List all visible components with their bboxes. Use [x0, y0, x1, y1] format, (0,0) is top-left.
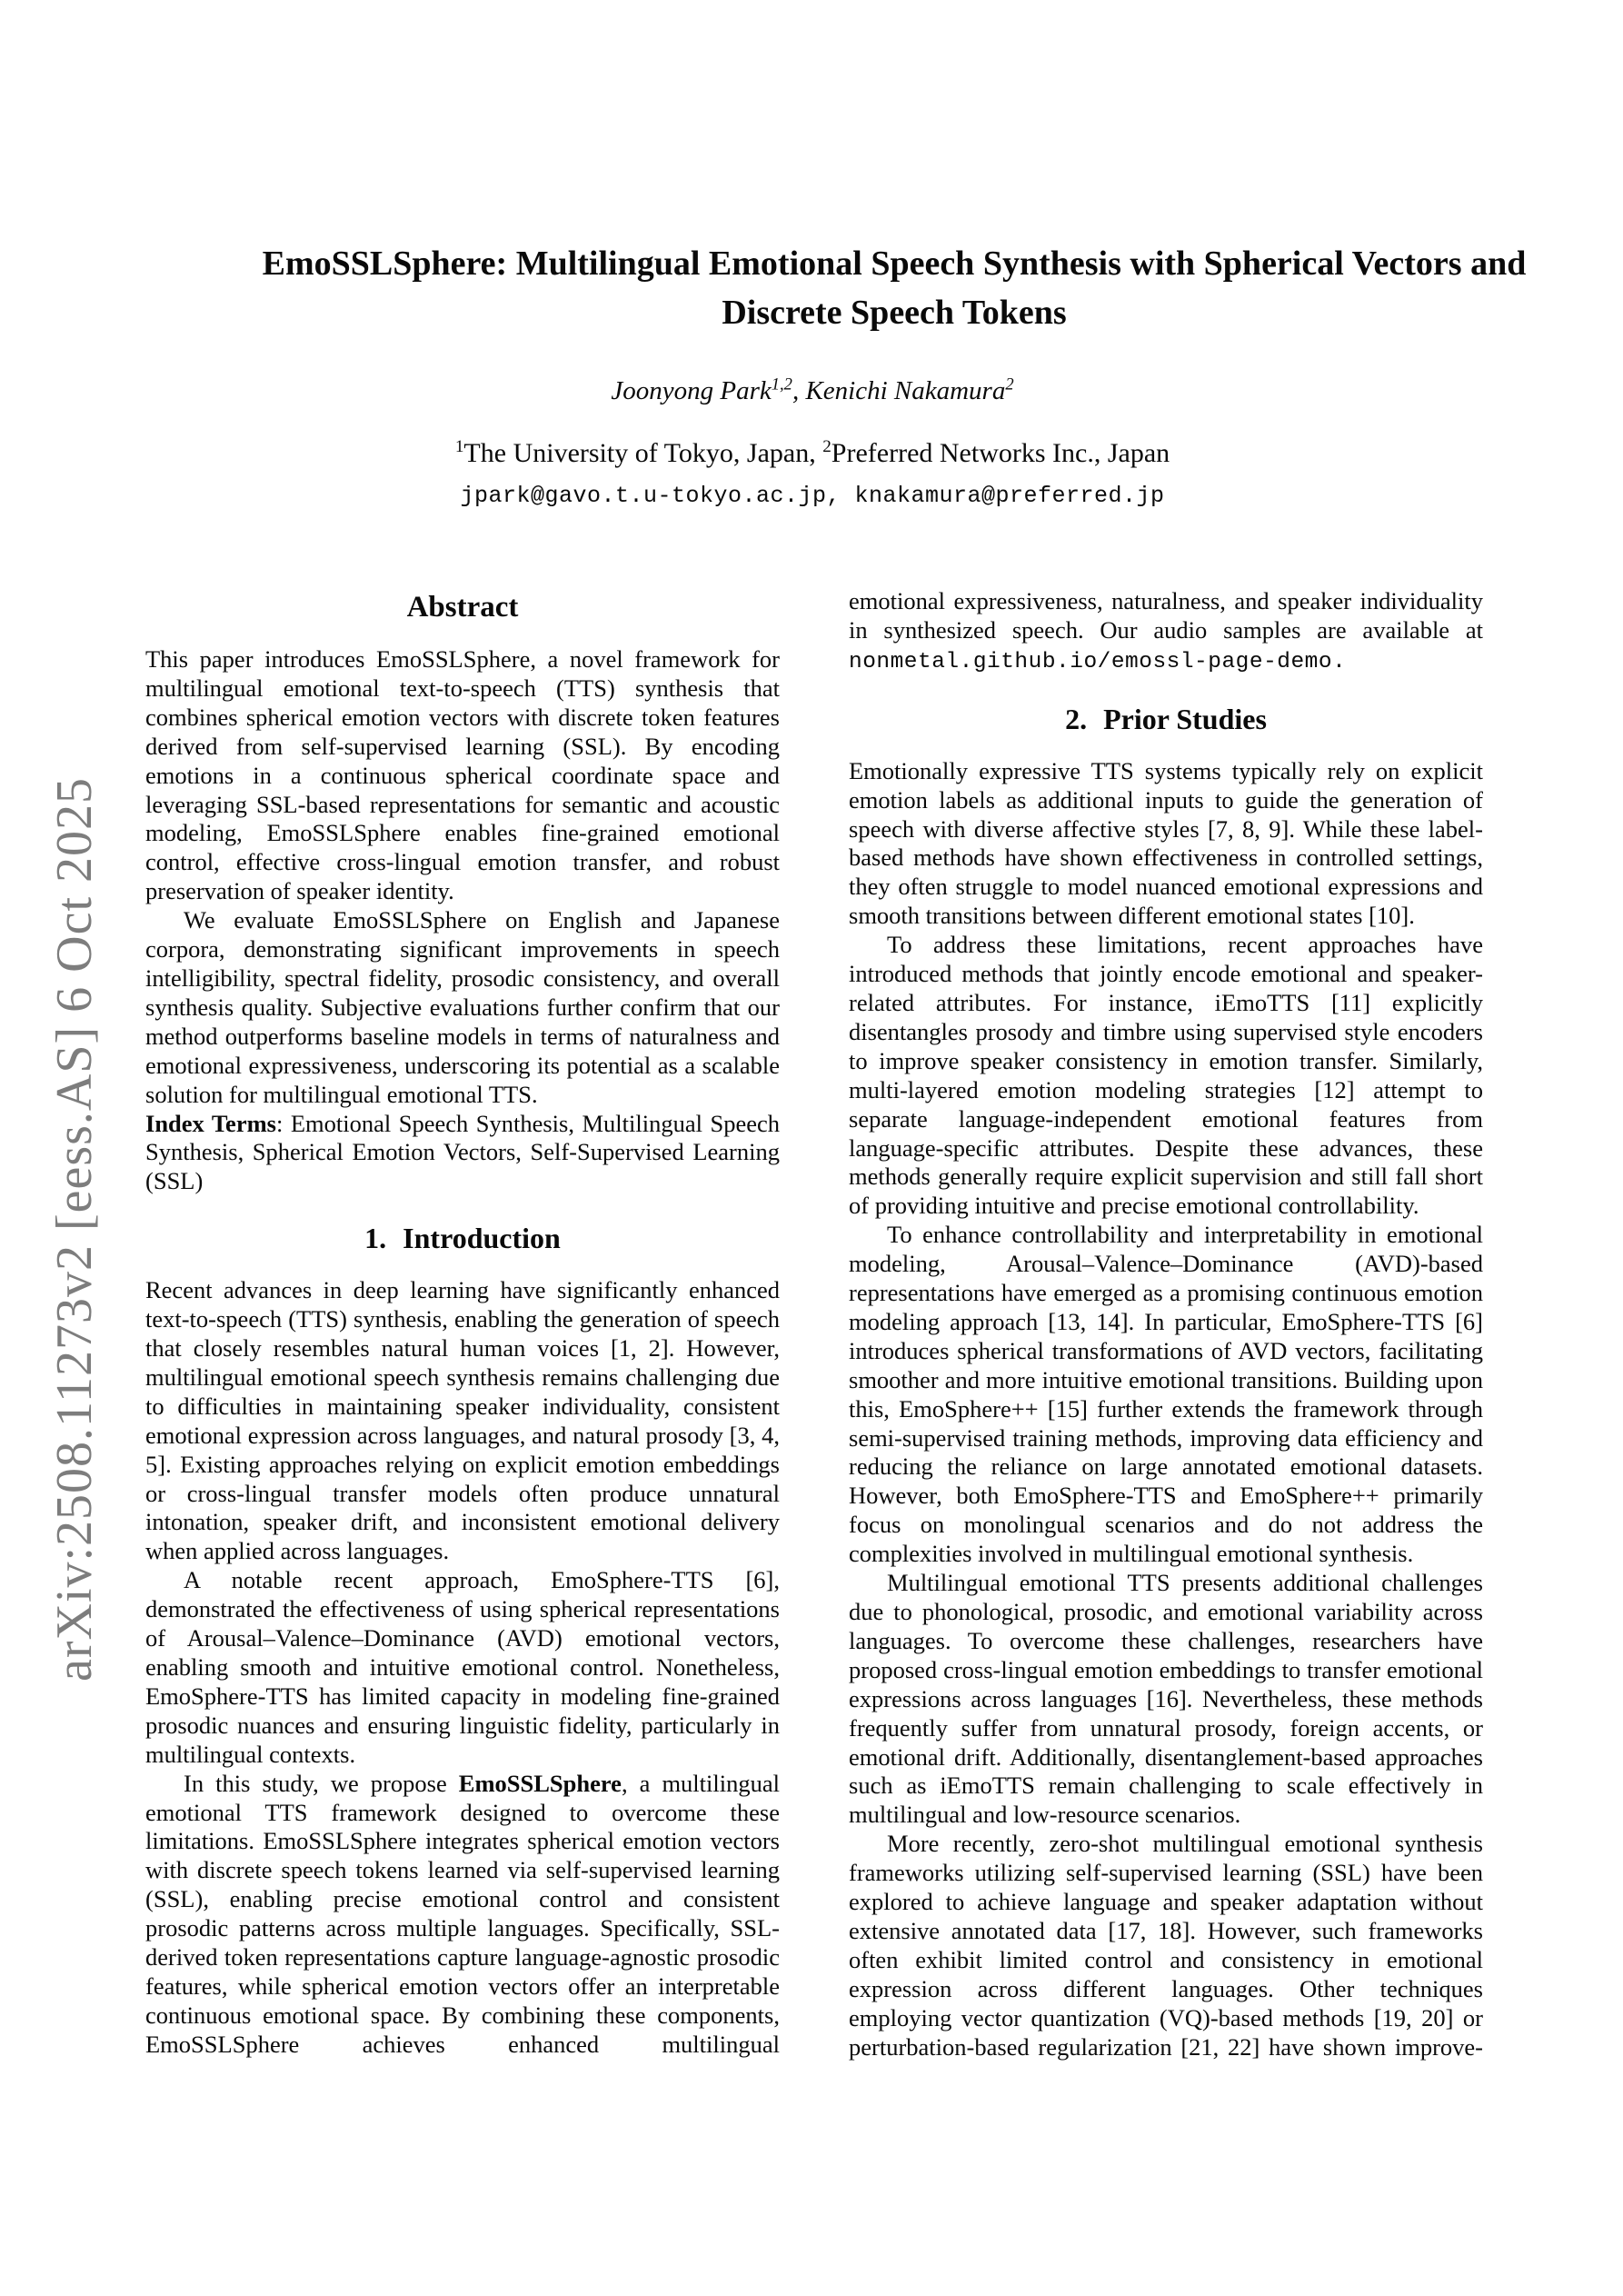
author-superscript: 2 [1005, 374, 1014, 394]
abstract-heading: Abstract [406, 591, 519, 624]
authors-line [144, 376, 1481, 406]
prior-studies-paragraph-2: To address these limitations, recent approaches have introduced methods that jointly encode emotional and speaker-related attributes. For instance, iEmoTTS [11] explicitly disentangles prosody and timbre using supervised style encoders to improve speaker consistency in emotion transfer. Similarly, multi-layered emotion modeling strategies [12] attempt to separate language-independent emotional features from language-specific attributes. Despite these advances, these methods generally require explicit supervision and still fall short of providing intuitive and precise emotional controllability. [849, 931, 1483, 1220]
affiliation-superscript: 1 [454, 437, 464, 456]
paragraph-text: emotional expressiveness, naturalness, and speaker individuality in synthesized speech. Our audio samples are available at [849, 587, 1483, 644]
affiliation-text: The University of Tokyo, Japan, [463, 438, 823, 468]
section-title: Prior Studies [1103, 702, 1267, 735]
abstract-paragraph-1: This paper introduces EmoSSLSphere, a novel framework for multilingual emotional text-to-speech (TTS) synthesis that combines spherical emotion vectors with discrete token features derived from self-supervised learning (SSL). By encoding emotions in a continuous spherical coordinate space and leveraging SSL-based representations for semantic and acoustic modeling, EmoSSLSphere enables fine-grained emotional control, effective cross-lingual emotion transfer, and robust preservation of speaker identity. [145, 645, 780, 905]
prior-studies-paragraph-1: Emotionally expressive TTS systems typically rely on explicit emotion labels as additional inputs to guide the generation of speech with diverse affective styles [7, 8, 9]. While these label-based methods have shown effectiveness in controlled settings, they often struggle to model nuanced emotional expressions and smooth transitions between different emotional states [10]. [849, 756, 1483, 930]
index-terms-paragraph [145, 1110, 780, 1197]
continuation-paragraph [849, 587, 1483, 677]
author-superscript: 1,2 [771, 374, 792, 394]
section-number: 2. [1065, 702, 1088, 735]
affiliation-superscript: 2 [822, 437, 831, 456]
right-column [849, 587, 1483, 2062]
introduction-paragraph-2: A notable recent approach, EmoSphere-TTS [6], demonstrated the effectiveness of using spherical representations of Arousal–Valence–Dominance (AVD) emotional vectors, enabling smooth and intuitive emotional control. Nonetheless, EmoSphere-TTS has limited capacity in modeling fine-grained prosodic nuances and ensuring linguistic fidelity, particularly in multilingual contexts. [145, 1566, 780, 1768]
left-column [145, 587, 780, 2062]
affiliation-text: Preferred Networks Inc., Japan [831, 438, 1170, 468]
section-heading-introduction [145, 1220, 780, 1256]
paragraph-text: In this study, we propose [184, 1769, 459, 1797]
index-terms-text: : Emotional Speech Synthesis, Multilingual Speech Synthesis, Spherical Emotion Vectors, Self-Supervised Learning (SSL) [145, 1109, 780, 1195]
emosslsphere-bold: EmoSSLSphere [458, 1769, 622, 1797]
author-separator: , [792, 376, 806, 405]
demo-url-link[interactable]: nonmetal.github.io/emossl-page-demo. [849, 649, 1347, 674]
author-name: Joonyong Park [611, 376, 772, 405]
arxiv-watermark: arXiv:2508.11273v2 [eess.AS] 6 Oct 2025 [46, 776, 103, 1682]
index-terms-label: Index Terms [145, 1109, 276, 1137]
emails-line: jpark@gavo.t.u-tokyo.ac.jp, knakamura@preferred.jp [460, 483, 1165, 509]
introduction-paragraph-1: Recent advances in deep learning have significantly enhanced text-to-speech (TTS) synthesis, enabling the generation of speech that closely resembles natural human voices [1, 2]. However, multilingual emotional speech synthesis remains challenging due to difficulties in maintaining speaker individuality, consistent emotional expression across languages, and natural prosody [3, 4, 5]. Existing approaches relying on explicit emotion embeddings or cross-lingual transfer models often produce unnatural intonation, speaker drift, and inconsistent emotional delivery when applied across languages. [145, 1276, 780, 1565]
introduction-paragraph-3 [145, 1770, 780, 2060]
prior-studies-paragraph-3: To enhance controllability and interpretability in emotional modeling, Arousal–Valence–Dominance (AVD)-based representations have emerged as a promising continuous emotion modeling approach [13, 14]. In particular, EmoSphere-TTS [6] introduces spherical transformations of AVD vectors, facilitating smoother and more intuitive emotional transitions. Building upon this, EmoSphere++ [15] further extends the framework through semi-supervised training methods, improving data efficiency and reducing the reliance on large annotated emotional datasets. However, both EmoSphere-TTS and EmoSphere++ primarily focus on monolingual scenarios and do not address the complexities involved in multilingual emotional synthesis. [849, 1221, 1483, 1568]
abstract-paragraph-2: We evaluate EmoSSLSphere on English and Japanese corpora, demonstrating significant improvements in speech intelligibility, spectral fidelity, prosodic consistency, and overall synthesis quality. Subjective evaluations further confirm that our method outperforms baseline models in terms of naturalness and emotional expressiveness, underscoring its potential as a scalable solution for multilingual emotional TTS. [145, 906, 780, 1108]
section-number: 1. [364, 1222, 387, 1255]
section-heading-prior-studies [849, 701, 1483, 737]
author-name: Kenichi Nakamura [805, 376, 1006, 405]
section-title: Introduction [403, 1222, 561, 1255]
prior-studies-paragraph-5: More recently, zero-shot multilingual emotional synthesis frameworks utilizing self-supervised learning (SSL) have been explored to achieve language and speaker adaptation without extensive annotated data [17, 18]. However, such frameworks often exhibit limited control and consistency in emotional expression across different languages. Other techniques employing vector quantization (VQ)-based methods [19, 20] or perturbation-based regularization [21, 22] have shown improve- [849, 1830, 1483, 2061]
affiliations-line [144, 438, 1481, 469]
paragraph-text: , a multilingual emotional TTS framework designed to overcome these limitations. EmoSSLSphere integrates spherical emotion vectors with discrete speech tokens learned via self-supervised learning (SSL), enabling precise emotional control and consistent prosodic patterns across multiple languages. Specifically, SSL-derived token representations capture language-agnostic prosodic features, while spherical emotion vectors offer an interpretable continuous emotional space. By combining these components, EmoSSLSphere achieves enhanced multilingual [145, 1769, 780, 2058]
prior-studies-paragraph-4: Multilingual emotional TTS presents additional challenges due to phonological, prosodic, and emotional variability across languages. To overcome these challenges, researchers have proposed cross-lingual emotion embeddings to transfer emotional expressions across languages [16]. Nevertheless, these methods frequently suffer from unnatural prosody, foreign accents, or emotional drift. Additionally, disentanglement-based approaches such as iEmoTTS remain challenging to scale effectively in multilingual and low-resource scenarios. [849, 1569, 1483, 1829]
paper-title: EmoSSLSphere: Multilingual Emotional Speech Synthesis with Spherical Vectors and Discrete Speech Tokens [262, 245, 1527, 332]
two-column-body [145, 587, 1483, 2062]
